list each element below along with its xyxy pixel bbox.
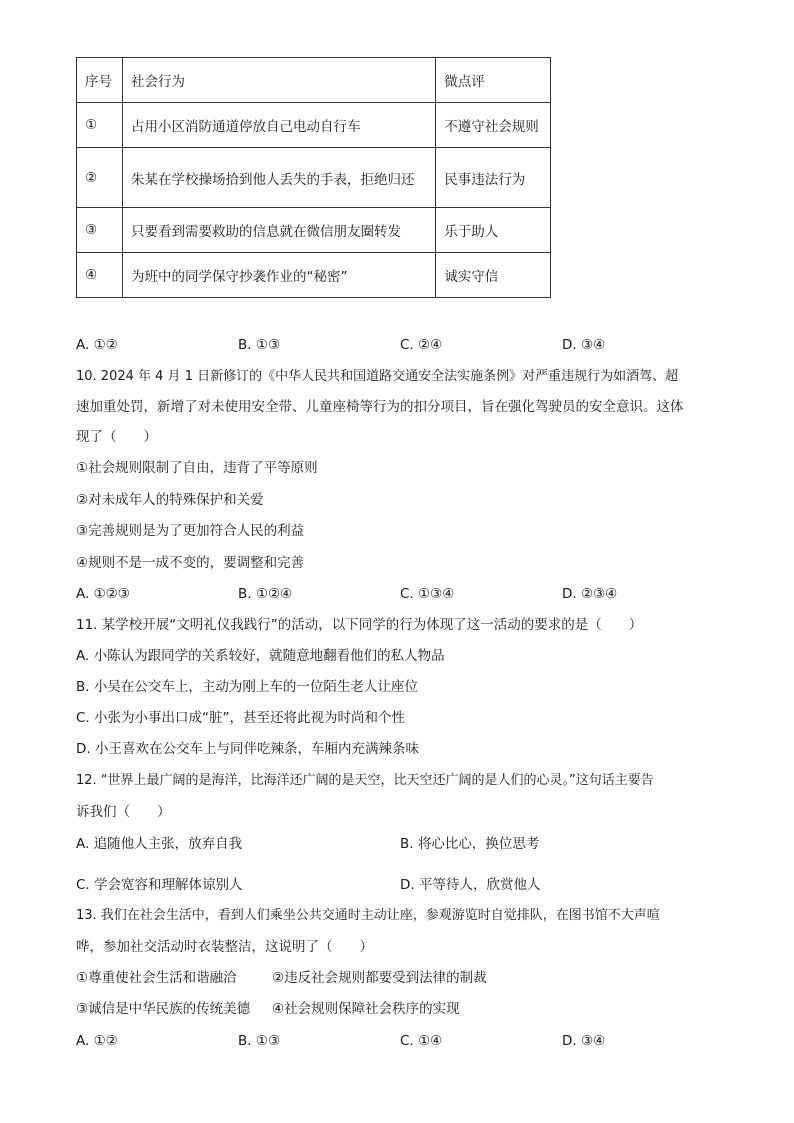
- q11-option-c[interactable]: C. 小张为小事出口成“脏”，甚至还将此视为时尚和个性: [76, 710, 405, 726]
- q13-stem-line-1: 13. 我们在社会生活中，看到人们乘坐公共交通时主动让座，参观游览时自觉排队，在图书馆不大声喧: [76, 908, 660, 923]
- q13-statement-2: ②违反社会规则都要受到法律的制裁: [272, 970, 487, 986]
- header-cell: 序号: [77, 58, 123, 103]
- q12-stem-line-2: 诉我们（ ）: [76, 804, 171, 820]
- q10-statement-1: ①社会规则限制了自由，违背了平等原则: [76, 460, 318, 476]
- table-cell: 只要看到需要救助的信息就在微信朋友圈转发: [122, 208, 435, 253]
- table-cell: ③: [77, 208, 123, 253]
- q12-option-c[interactable]: C. 学会宽容和理解体谅别人: [76, 877, 243, 893]
- table-cell: 乐于助人: [436, 208, 551, 253]
- q12-option-a[interactable]: A. 追随他人主张，放弃自我: [76, 836, 243, 852]
- q13-statement-4: ④社会规则保障社会秩序的实现: [272, 1001, 460, 1017]
- q10-stem-line-1: 10. 2024 年 4 月 1 日新修订的《中华人民共和国道路交通安全法实施条例》对严重违规行为如酒驾、超: [76, 369, 679, 384]
- table-cell: 诚实守信: [436, 253, 551, 298]
- q11-option-a[interactable]: A. 小陈认为跟同学的关系较好，就随意地翻看他们的私人物品: [76, 648, 445, 664]
- table-cell: ④: [77, 253, 123, 298]
- q12-option-d[interactable]: D. 平等待人，欣赏他人: [400, 877, 541, 893]
- q9-option-b[interactable]: B. ①③: [238, 337, 281, 353]
- table-cell: ①: [77, 103, 123, 148]
- q9-option-d[interactable]: D. ③④: [562, 337, 606, 353]
- q10-stem-line-3: 现了（ ）: [76, 429, 157, 445]
- q13-option-d[interactable]: D. ③④: [562, 1033, 606, 1049]
- q13-option-b[interactable]: B. ①③: [238, 1033, 281, 1049]
- table-row: [77, 103, 551, 148]
- table-cell: 为班中的同学保守抄袭作业的“秘密”: [122, 253, 435, 298]
- q9-option-c[interactable]: C. ②④: [400, 337, 443, 353]
- header-cell: 社会行为: [122, 58, 435, 103]
- q10-option-a[interactable]: A. ①②③: [76, 586, 130, 602]
- q10-option-b[interactable]: B. ①②④: [238, 586, 293, 602]
- q10-statement-3: ③完善规则是为了更加符合人民的利益: [76, 523, 305, 539]
- q12-option-b[interactable]: B. 将心比心，换位思考: [400, 836, 540, 852]
- q13-option-c[interactable]: C. ①④: [400, 1033, 443, 1049]
- behavior-table: [76, 57, 551, 298]
- table-row: [77, 253, 551, 298]
- table-cell: 占用小区消防通道停放自己电动自行车: [122, 103, 435, 148]
- q13-option-a[interactable]: A. ①②: [76, 1033, 118, 1049]
- table-cell: 民事违法行为: [436, 148, 551, 208]
- q11-option-d[interactable]: D. 小王喜欢在公交车上与同伴吃辣条，车厢内充满辣条味: [76, 741, 419, 757]
- header-cell: 微点评: [436, 58, 551, 103]
- q13-stem-line-2: 哗，参加社交活动时衣装整洁，这说明了（ ）: [76, 939, 373, 955]
- q12-stem-line-1: 12. “世界上最广阔的是海洋，比海洋还广阔的是天空，比天空还广阔的是人们的心灵。”这句话主要告: [76, 773, 654, 788]
- q10-statement-2: ②对未成年人的特殊保护和关爱: [76, 492, 264, 508]
- q10-stem-line-2: 速加重处罚，新增了对未使用安全带、儿童座椅等行为的扣分项目，旨在强化驾驶员的安全意识。这体: [76, 399, 684, 415]
- q11-option-b[interactable]: B. 小吴在公交车上，主动为刚上车的一位陌生老人让座位: [76, 679, 418, 695]
- q10-statement-4: ④规则不是一成不变的，要调整和完善: [76, 555, 305, 571]
- q13-statement-3: ③诚信是中华民族的传统美德: [76, 1001, 251, 1017]
- q10-option-c[interactable]: C. ①③④: [400, 586, 455, 602]
- q9-option-a[interactable]: A. ①②: [76, 337, 118, 353]
- q11-stem: 11. 某学校开展“文明礼仪我践行”的活动，以下同学的行为体现了这一活动的要求的是（ ）: [76, 617, 643, 633]
- table-cell: 朱某在学校操场拾到他人丢失的手表，拒绝归还: [122, 148, 435, 208]
- table-header-row: [77, 58, 551, 103]
- table-cell: ②: [77, 148, 123, 208]
- q13-statement-1: ①尊重使社会生活和谐融洽: [76, 970, 237, 986]
- q10-option-d[interactable]: D. ②③④: [562, 586, 618, 602]
- table-row: [77, 208, 551, 253]
- table-cell: 不遵守社会规则: [436, 103, 551, 148]
- table-row: [77, 148, 551, 208]
